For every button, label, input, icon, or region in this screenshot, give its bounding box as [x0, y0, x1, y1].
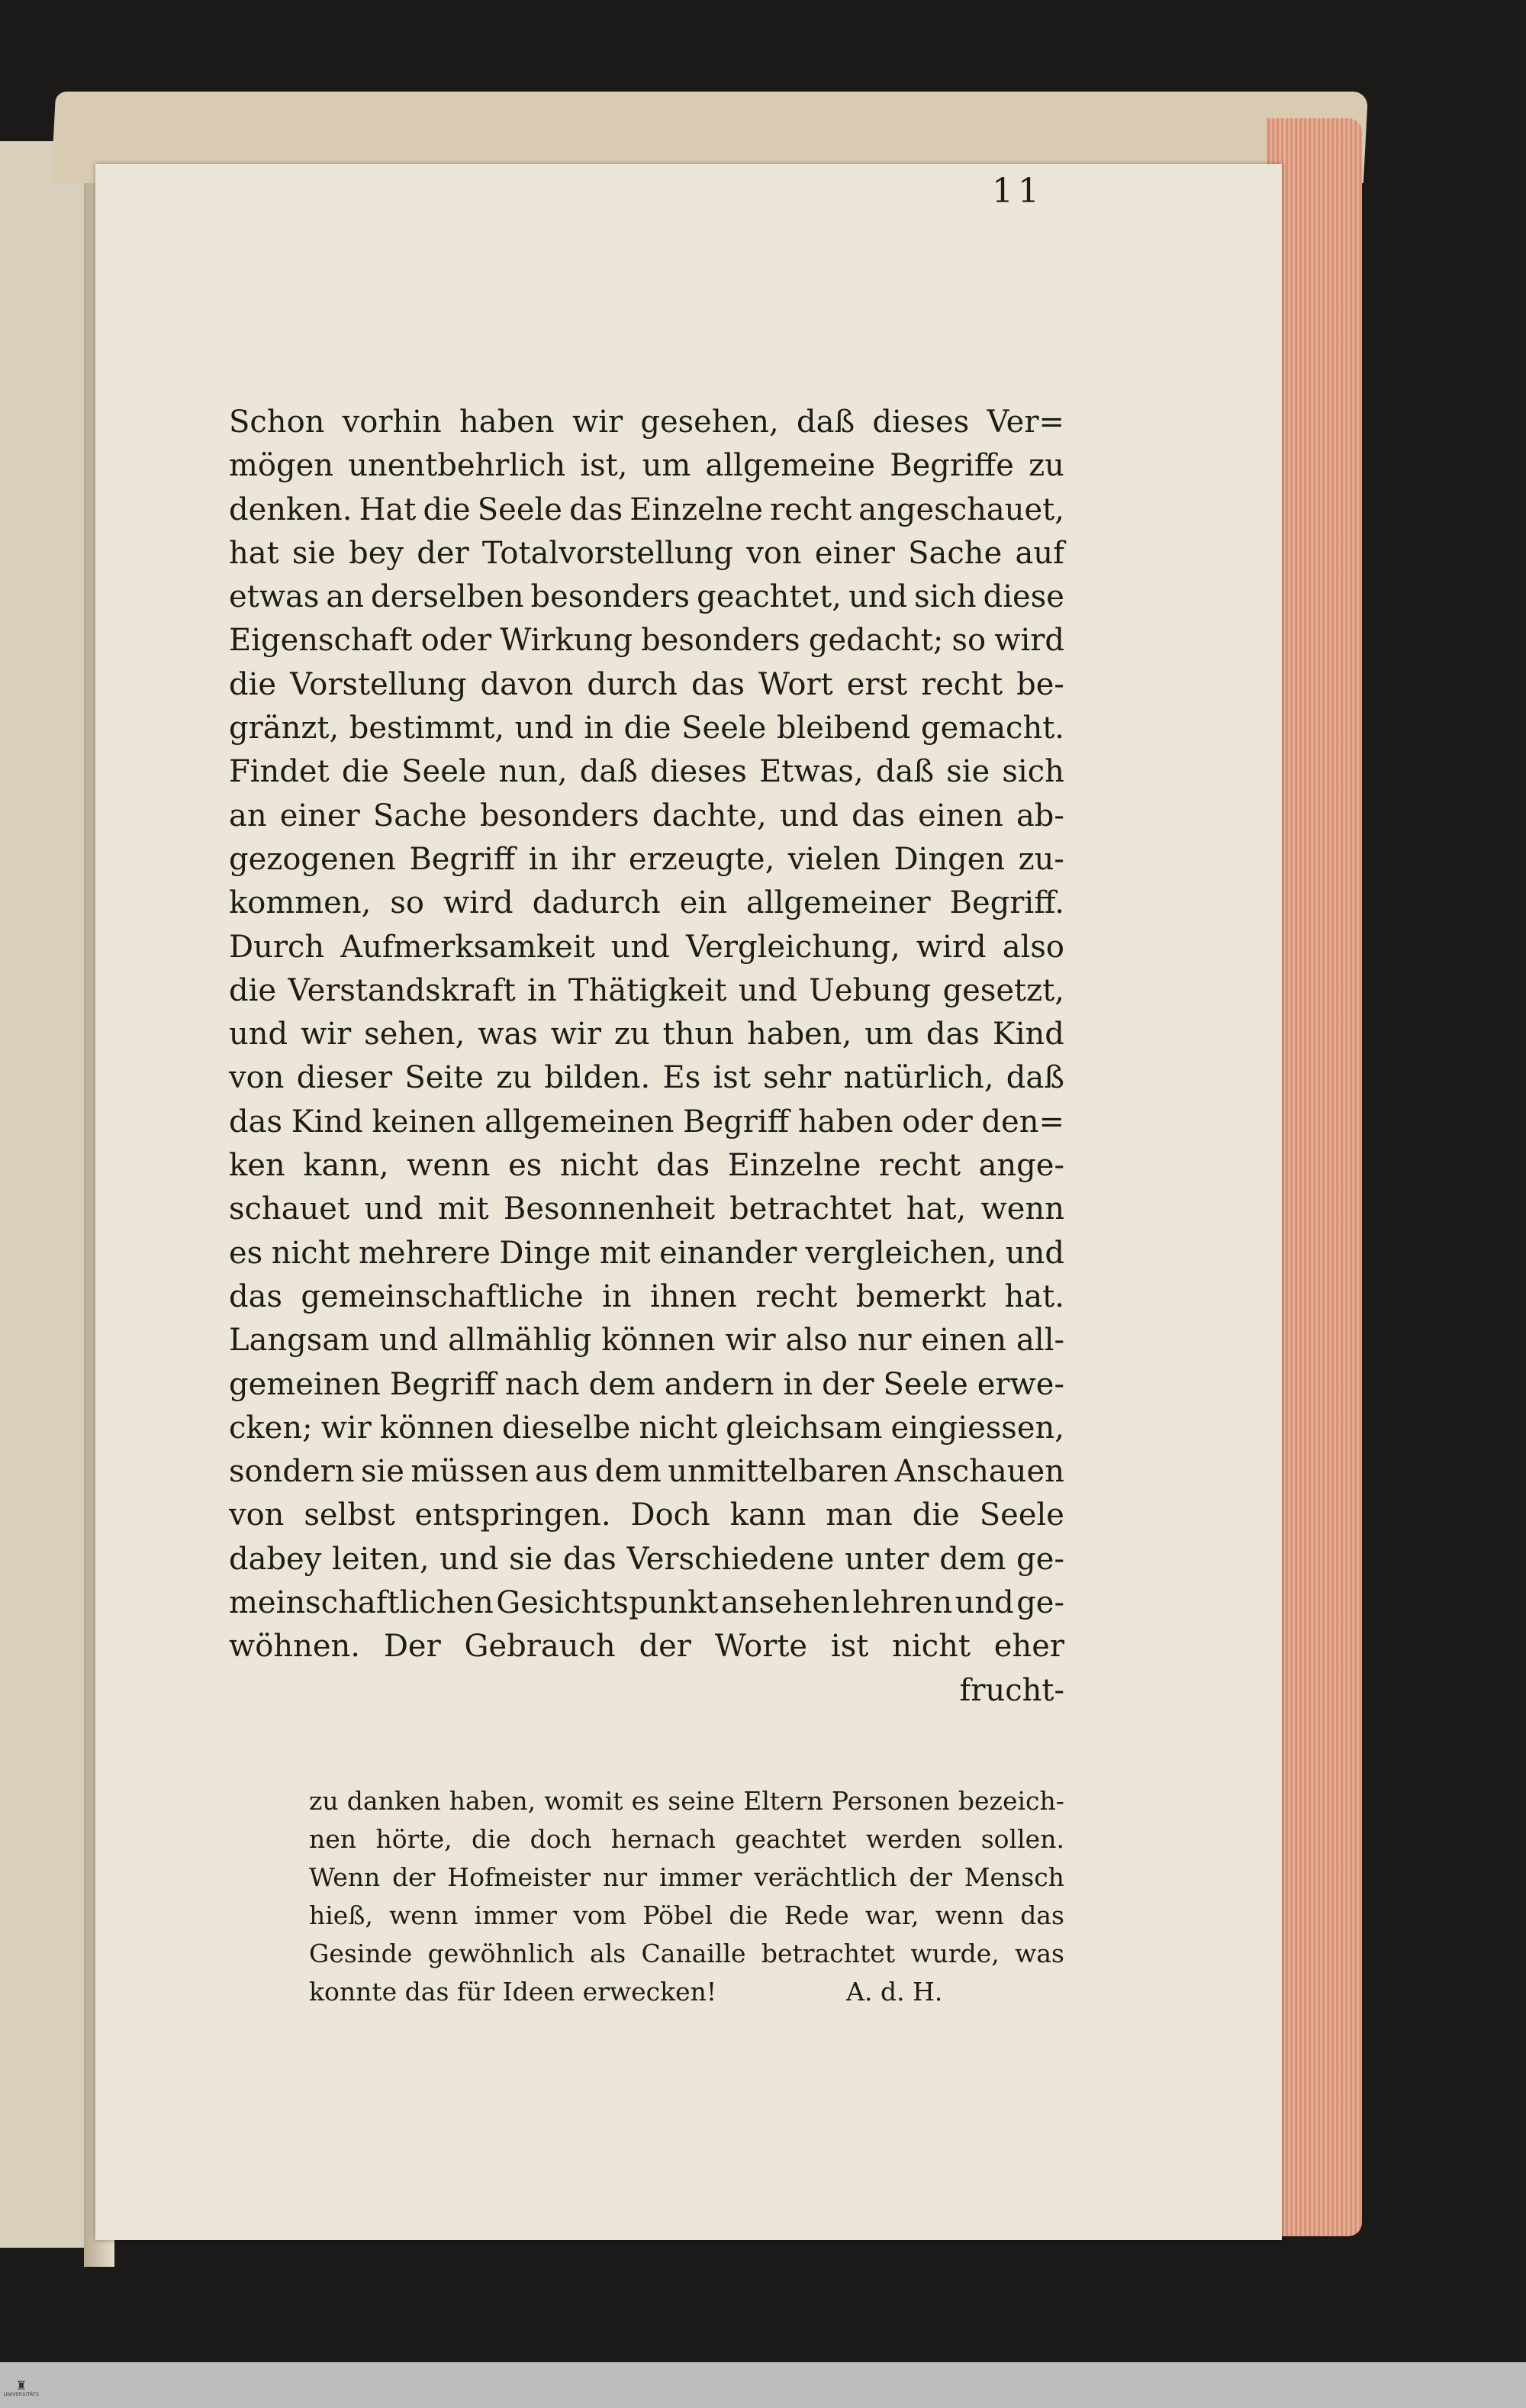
library-stamp: [5, 2380, 38, 2404]
text-line: gezogenen Begriff in ihr erzeugte, vielen Dingen zu-: [229, 841, 1064, 877]
text-line: es nicht mehrere Dinge mit einander vergleichen, und: [229, 1235, 1064, 1271]
library-emblem-icon: ♜: [15, 2378, 27, 2393]
text-line: Eigenschaft oder Wirkung besonders gedacht; so wird: [229, 623, 1064, 659]
footnote-signature: A. d. H.: [846, 1977, 943, 2007]
footnote-last-line: [309, 1973, 1064, 2011]
footnote-line: nen hörte, die doch hernach geachtet werden sollen.: [309, 1824, 1064, 1854]
text-line: Durch Aufmerksamkeit und Vergleichung, wird also: [229, 929, 1064, 965]
text-line: etwas an derselben besonders geachtet, und sich diese: [229, 579, 1064, 615]
text-line: cken; wir können dieselbe nicht gleichsam eingiessen,: [229, 1410, 1064, 1446]
text-line: hat sie bey der Totalvorstellung von einer Sache auf: [229, 535, 1064, 571]
text-line: Findet die Seele nun, daß dieses Etwas, daß sie sich: [229, 754, 1064, 790]
text-line: gemeinen Begriff nach dem andern in der Seele erwe-: [229, 1366, 1064, 1402]
page-number: 11: [992, 172, 1044, 211]
text-line: die Verstandskraft in Thätigkeit und Uebung gesetzt,: [229, 972, 1064, 1008]
text-line: und wir sehen, was wir zu thun haben, um das Kind: [229, 1017, 1064, 1052]
footnote: [309, 1782, 1064, 2011]
footnote-line: hieß, wenn immer vom Pöbel die Rede war, wenn das: [309, 1900, 1064, 1930]
footnote-closing-text: konnte das für Ideen erwecken!: [309, 1977, 717, 2007]
footnote-line: Gesinde gewöhnlich als Canaille betrachtet wurde, was: [309, 1939, 1064, 1968]
text-line: Schon vorhin haben wir gesehen, daß dieses Ver=: [229, 405, 1064, 440]
catchword: frucht-: [959, 1672, 1064, 1708]
footnote-line: Wenn der Hofmeister nur immer verächtlich der Mensch: [309, 1862, 1064, 1892]
text-line: von dieser Seite zu bilden. Es ist sehr natürlich, daß: [229, 1060, 1064, 1096]
text-line: dabey leiten, und sie das Verschiedene unter dem ge-: [229, 1541, 1064, 1577]
text-line: kommen, so wird dadurch ein allgemeiner Begriff.: [229, 885, 1064, 921]
text-line: das gemeinschaftliche in ihnen recht bemerkt hat.: [229, 1278, 1064, 1314]
text-line: ken kann, wenn es nicht das Einzelne recht ange-: [229, 1148, 1064, 1184]
text-line: gränzt, bestimmt, und in die Seele bleibend gemacht.: [229, 711, 1064, 746]
text-line: das Kind keinen allgemeinen Begriff haben oder den=: [229, 1104, 1064, 1140]
text-line: meinschaftlichen Gesichtspunkt ansehen lehren und ge-: [229, 1585, 1064, 1621]
text-line: von selbst entspringen. Doch kann man die Seele: [229, 1497, 1064, 1533]
text-line: die Vorstellung davon durch das Wort erst recht be-: [229, 666, 1064, 702]
text-line: mögen unentbehrlich ist, um allgemeine Begriffe zu: [229, 448, 1064, 484]
footnote-line: zu danken haben, womit es seine Eltern Personen bezeich-: [309, 1786, 1064, 1816]
library-stamp-caption: UNIVERSITÄTS: [3, 2392, 40, 2397]
scan-color-bar: [0, 2362, 1526, 2408]
text-line: wöhnen. Der Gebrauch der Worte ist nicht eher: [229, 1629, 1064, 1665]
text-line: schauet und mit Besonnenheit betrachtet hat, wenn: [229, 1191, 1064, 1227]
text-line: denken. Hat die Seele das Einzelne recht angeschauet,: [229, 492, 1064, 527]
body-text: [229, 401, 1064, 1713]
text-line: Langsam und allmählig können wir also nur einen all-: [229, 1323, 1064, 1359]
text-line: an einer Sache besonders dachte, und das einen ab-: [229, 798, 1064, 833]
text-line: sondern sie müssen aus dem unmittelbaren Anschauen: [229, 1454, 1064, 1490]
